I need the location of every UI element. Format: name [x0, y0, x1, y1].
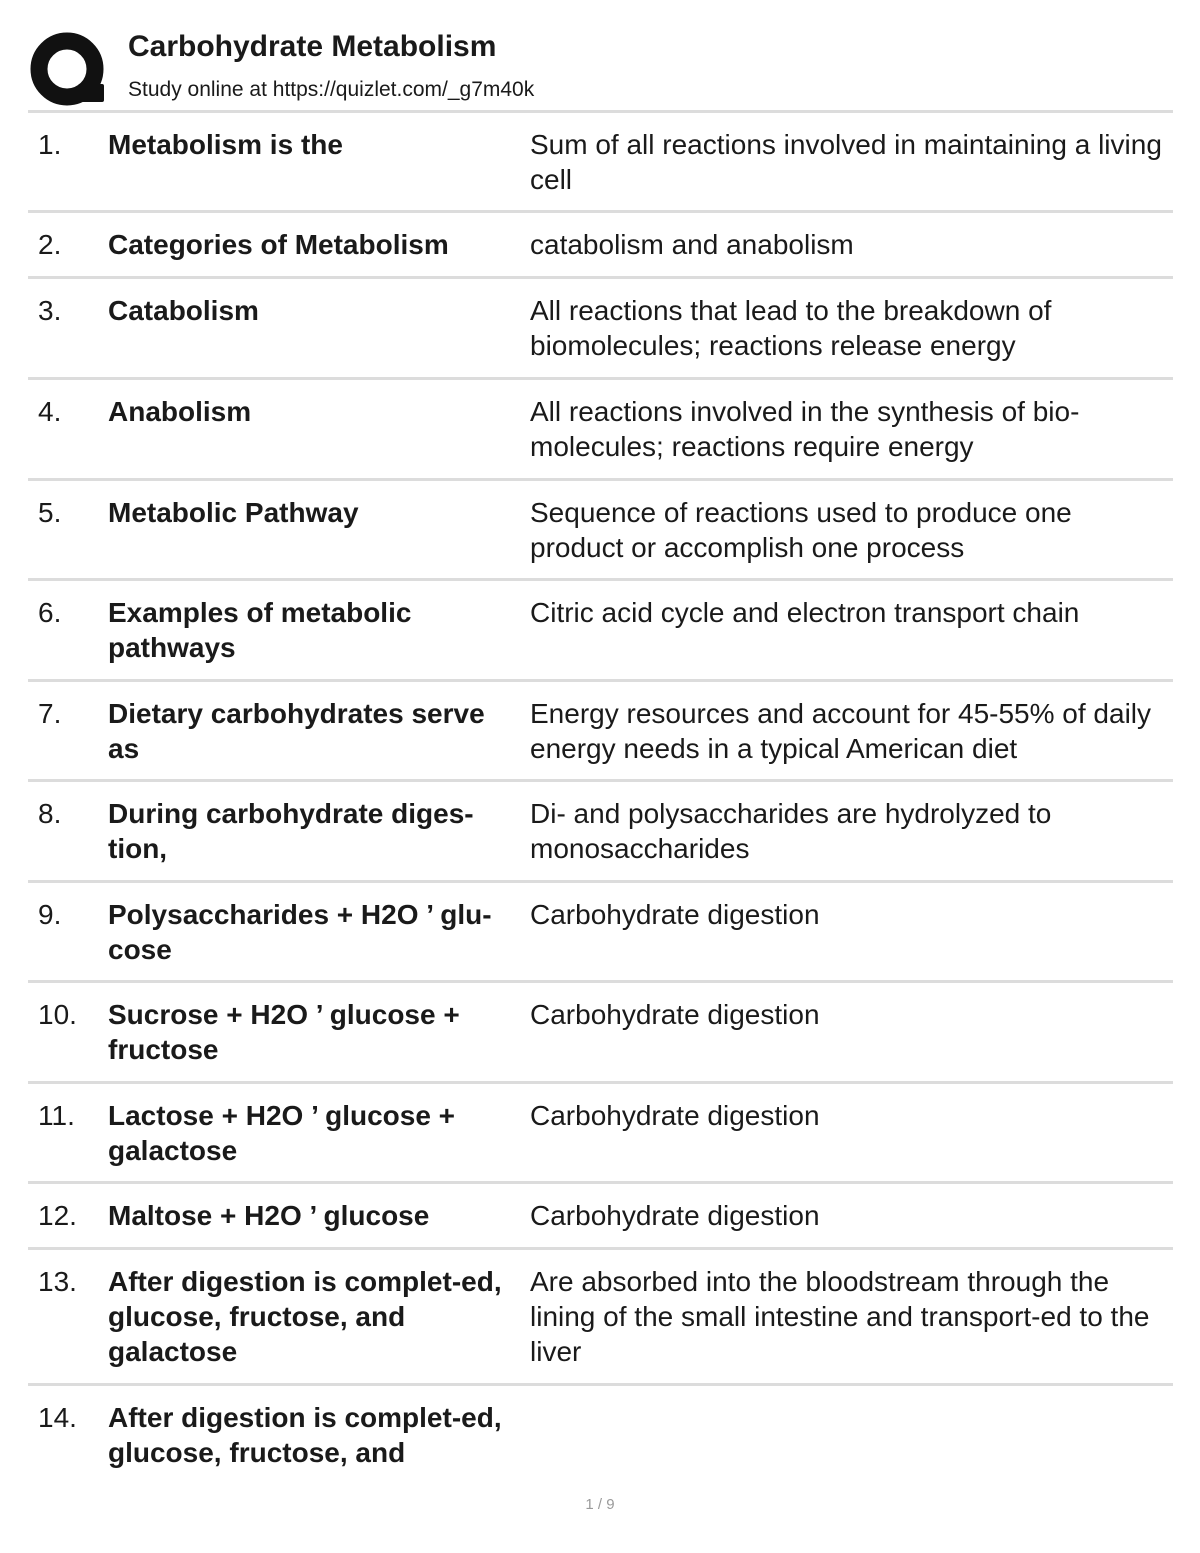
flashcard-list	[28, 113, 1173, 1476]
card-row	[28, 481, 1173, 581]
card-row	[28, 581, 1173, 682]
card-row	[28, 983, 1173, 1084]
card-row	[28, 1250, 1173, 1386]
card-row	[28, 279, 1173, 380]
card-definition: Sequence of reactions used to produce one product or accomplish one process	[530, 497, 1072, 563]
card-number: 8.	[38, 798, 62, 829]
card-row	[28, 682, 1173, 782]
card-number: 9.	[38, 899, 62, 930]
card-term: Anabolism	[108, 396, 252, 427]
card-row	[28, 782, 1173, 883]
card-term: Examples of metabolic pathways	[108, 597, 412, 663]
page-title: Carbohydrate Metabolism	[128, 30, 497, 63]
card-term: After digestion is complet-ed, glucose, fructose, and	[108, 1402, 502, 1468]
card-row	[28, 1184, 1173, 1250]
card-term: After digestion is complet-ed, glucose, fructose, and galactose	[108, 1266, 502, 1367]
card-row	[28, 380, 1173, 481]
card-number: 4.	[38, 396, 62, 427]
card-term: Lactose + H2O ’ glucose + galactose	[108, 1100, 456, 1166]
card-term: Polysaccharides + H2O ’ glu-cose	[108, 899, 492, 965]
card-term: Maltose + H2O ’ glucose	[108, 1200, 430, 1231]
card-number: 1.	[38, 129, 62, 160]
card-number: 5.	[38, 497, 62, 528]
card-term: Catabolism	[108, 295, 259, 326]
card-number: 14.	[38, 1402, 77, 1433]
page-header	[30, 28, 1175, 110]
card-row	[28, 213, 1173, 279]
card-definition: Carbohydrate digestion	[530, 1100, 820, 1131]
card-number: 11.	[38, 1100, 75, 1131]
card-term: Categories of Metabolism	[108, 229, 449, 260]
quizlet-logo-icon	[30, 32, 108, 110]
card-row	[28, 883, 1173, 983]
card-row	[28, 113, 1173, 213]
card-definition: Carbohydrate digestion	[530, 999, 820, 1030]
card-definition: catabolism and anabolism	[530, 229, 854, 260]
card-definition: Carbohydrate digestion	[530, 1200, 820, 1231]
card-term: Metabolism is the	[108, 129, 343, 160]
study-link: Study online at https://quizlet.com/_g7m40k	[128, 78, 535, 101]
card-definition: Are absorbed into the bloodstream through the lining of the small intestine and transport-ed to the liver	[530, 1266, 1150, 1367]
card-number: 7.	[38, 698, 62, 729]
card-definition: All reactions that lead to the breakdown of biomolecules; reactions release energy	[530, 295, 1052, 361]
card-definition: All reactions involved in the synthesis of bio-molecules; reactions require energy	[530, 396, 1080, 462]
card-number: 12.	[38, 1200, 77, 1231]
card-number: 13.	[38, 1266, 77, 1297]
card-term: During carbohydrate diges-tion,	[108, 798, 474, 864]
card-row	[28, 1386, 1173, 1476]
page-number: 1 / 9	[585, 1496, 615, 1513]
card-number: 3.	[38, 295, 62, 326]
card-term: Dietary carbohydrates serve as	[108, 698, 485, 764]
card-number: 6.	[38, 597, 62, 628]
card-term: Metabolic Pathway	[108, 497, 359, 528]
card-number: 10.	[38, 999, 77, 1030]
card-definition: Sum of all reactions involved in maintaining a living cell	[530, 129, 1162, 195]
card-term: Sucrose + H2O ’ glucose + fructose	[108, 999, 460, 1065]
card-definition: Carbohydrate digestion	[530, 899, 820, 930]
card-number: 2.	[38, 229, 62, 260]
card-definition: Energy resources and account for 45-55% of daily energy needs in a typical American diet	[530, 698, 1152, 764]
card-definition: Di- and polysaccharides are hydrolyzed to monosaccharides	[530, 798, 1052, 864]
card-row	[28, 1084, 1173, 1184]
card-definition: Citric acid cycle and electron transport chain	[530, 597, 1080, 628]
